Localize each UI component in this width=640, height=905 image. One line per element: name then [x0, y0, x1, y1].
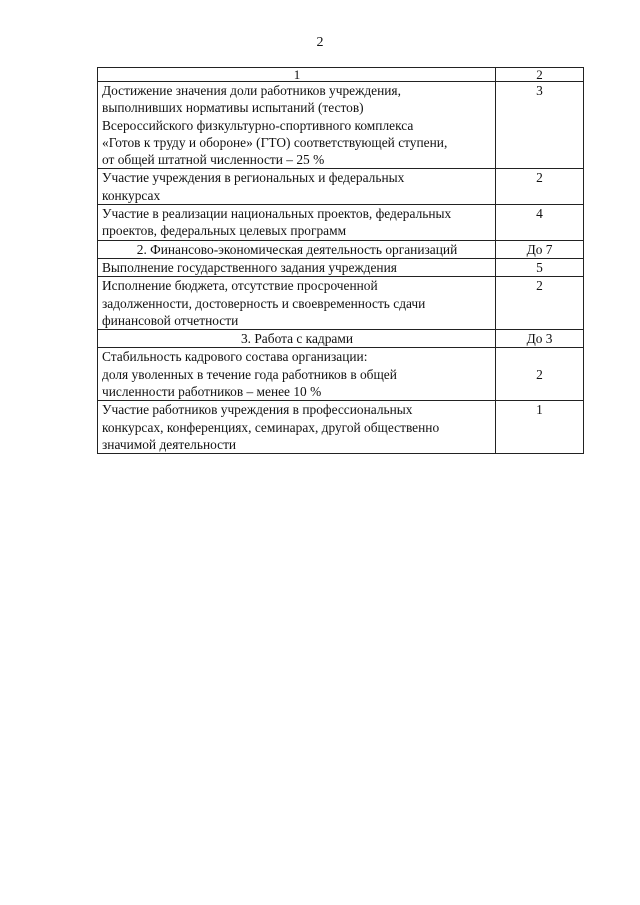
criterion-text: Участие работников учреждения в профессиональных конкурсах, конференциях, семинарах, другой общественно значимой деятельности: [98, 401, 496, 454]
table-row: [98, 277, 584, 330]
criterion-score: 2: [496, 169, 584, 205]
table-row: [98, 169, 584, 205]
criteria-table: [97, 67, 584, 454]
table-row: [98, 258, 584, 276]
criterion-text: Достижение значения доли работников учреждения, выполнивших нормативы испытаний (тестов) Всероссийского физкультурно-спортивного комплекса «Готов к труду и обороне» (ГТО) соответствующей ступени, от общей штатной численности – 25 %: [98, 82, 496, 169]
criterion-text: Стабильность кадрового состава организации: доля уволенных в течение года работников в общей численности работников – менее 10 %: [98, 348, 496, 401]
table-row: [98, 401, 584, 454]
table-row: [98, 348, 584, 401]
column-number-2: 2: [496, 68, 584, 82]
criterion-score: 1: [496, 401, 584, 454]
section-title: 3. Работа с кадрами: [98, 330, 496, 348]
criterion-score: 5: [496, 258, 584, 276]
table-row: [98, 82, 584, 169]
criterion-text: Выполнение государственного задания учреждения: [98, 258, 496, 276]
criterion-text: Исполнение бюджета, отсутствие просроченной задолженности, достоверность и своевременность сдачи финансовой отчетности: [98, 277, 496, 330]
criterion-score: 2: [496, 348, 584, 401]
section-title: 2. Финансово-экономическая деятельность организаций: [98, 240, 496, 258]
criterion-score: 3: [496, 82, 584, 169]
criterion-score: 2: [496, 277, 584, 330]
section-row: [98, 330, 584, 348]
criterion-text: Участие в реализации национальных проектов, федеральных проектов, федеральных целевых программ: [98, 205, 496, 241]
criterion-text: Участие учреждения в региональных и федеральных конкурсах: [98, 169, 496, 205]
page-number: 2: [316, 35, 324, 50]
section-max-score: До 7: [496, 240, 584, 258]
column-number-1: 1: [98, 68, 496, 82]
table-header-row: [98, 68, 584, 82]
criterion-score: 4: [496, 205, 584, 241]
section-max-score: До 3: [496, 330, 584, 348]
section-row: [98, 240, 584, 258]
table-row: [98, 205, 584, 241]
